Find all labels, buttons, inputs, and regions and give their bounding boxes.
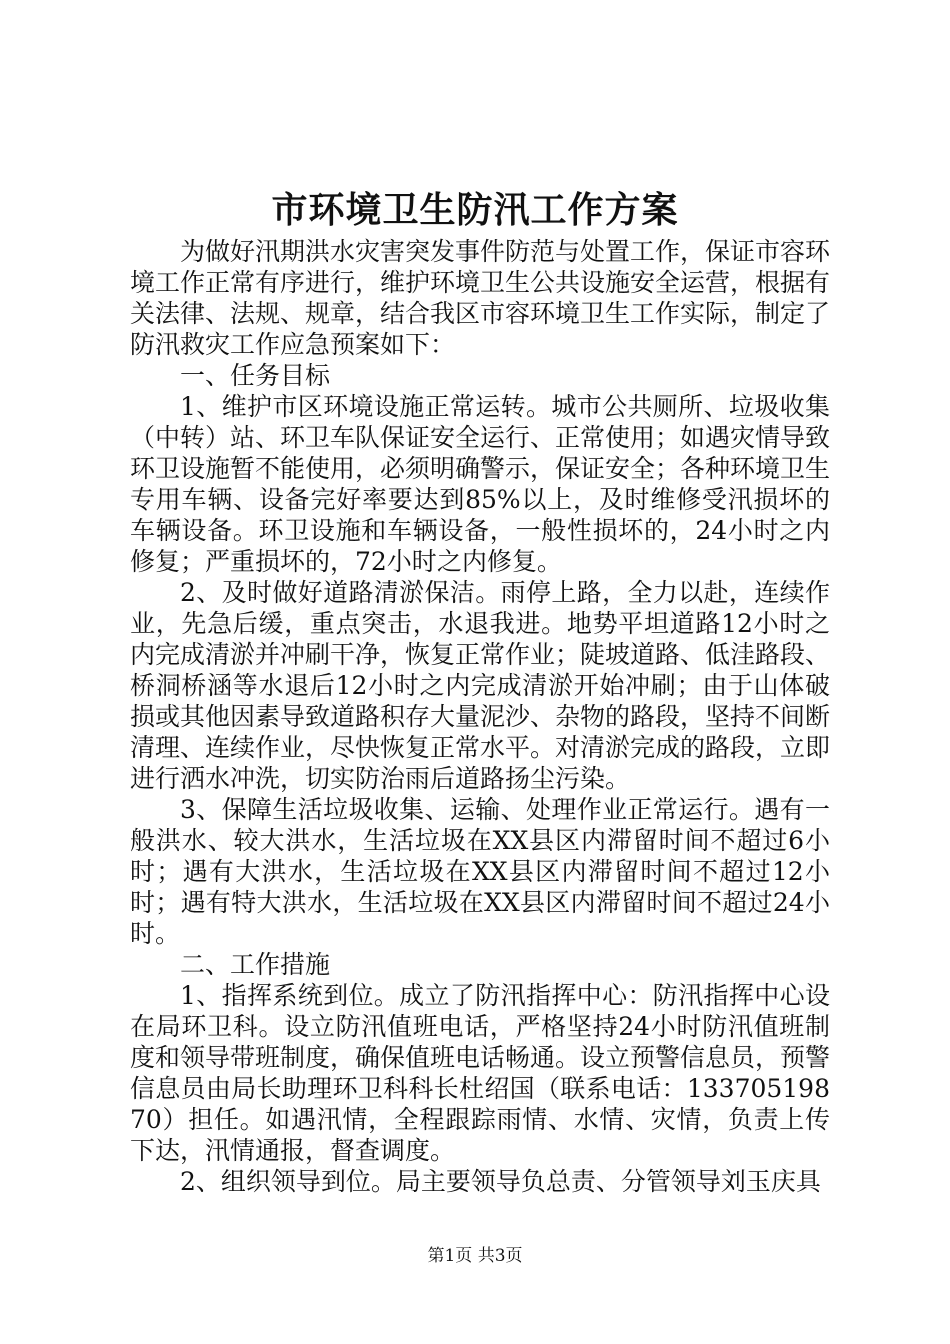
paragraph-goal-2: 2、及时做好道路清淤保洁。雨停上路，全力以赴，连续作业，先急后缓，重点突击，水退我进。地势平坦道路12小时之内完成清淤并冲刷干净，恢复正常作业；陡坡道路、低洼路段、桥洞桥涵等水退后12小时之内完成清淤开始冲刷；由于山体破损或其他因素导致道路积存大量泥沙、杂物的路段，坚持不间断清理、连续作业，尽快恢复正常水平。对清淤完成的路段，立即进行洒水冲洗，切实防治雨后道路扬尘污染。	[130, 578, 831, 793]
paragraph-measure-1: 1、指挥系统到位。成立了防汛指挥中心：防汛指挥中心设在局环卫科。设立防汛值班电话，严格坚持24小时防汛值班制度和领导带班制度，确保值班电话畅通。设立预警信息员，预警信息员由局长助理环卫科科长杜绍国（联系电话：13370519870）担任。如遇汛情，全程跟踪雨情、水情、灾情，负责上传下达，汛情通报，督查调度。	[130, 981, 831, 1165]
page-number-footer: 第1页 共3页	[427, 1246, 523, 1266]
paragraph-goal-3: 3、保障生活垃圾收集、运输、处理作业正常运行。遇有一般洪水、较大洪水，生活垃圾在XX县区内滞留时间不超过6小时；遇有大洪水，生活垃圾在XX县区内滞留时间不超过12小时；遇有特大洪水，生活垃圾在XX县区内滞留时间不超过24小时。	[130, 795, 830, 948]
paragraph-intro: 为做好汛期洪水灾害突发事件防范与处置工作，保证市容环境工作正常有序进行，维护环境卫生公共设施安全运营，根据有关法律、法规、规章，结合我区市容环境卫生工作实际，制定了防汛救灾工作应急预案如下：	[130, 237, 831, 359]
section-heading-goals: 一、任务目标	[180, 361, 331, 390]
paragraph-goal-1: 1、维护市区环境设施正常运转。城市公共厕所、垃圾收集（中转）站、环卫车队保证安全运行、正常使用；如遇灾情导致环卫设施暂不能使用，必须明确警示，保证安全；各种环境卫生专用车辆、设备完好率要达到85%以上，及时维修受汛损坏的车辆设备。环卫设施和车辆设备，一般性损坏的，24小时之内修复；严重损坏的，72小时之内修复。	[130, 392, 831, 576]
document-body	[130, 236, 830, 1197]
document-title: 市环境卫生防汛工作方案	[271, 189, 679, 231]
paragraph-measure-2: 2、组织领导到位。局主要领导负总责、分管领导刘玉庆具	[180, 1167, 821, 1196]
section-heading-measures: 二、工作措施	[180, 950, 331, 979]
